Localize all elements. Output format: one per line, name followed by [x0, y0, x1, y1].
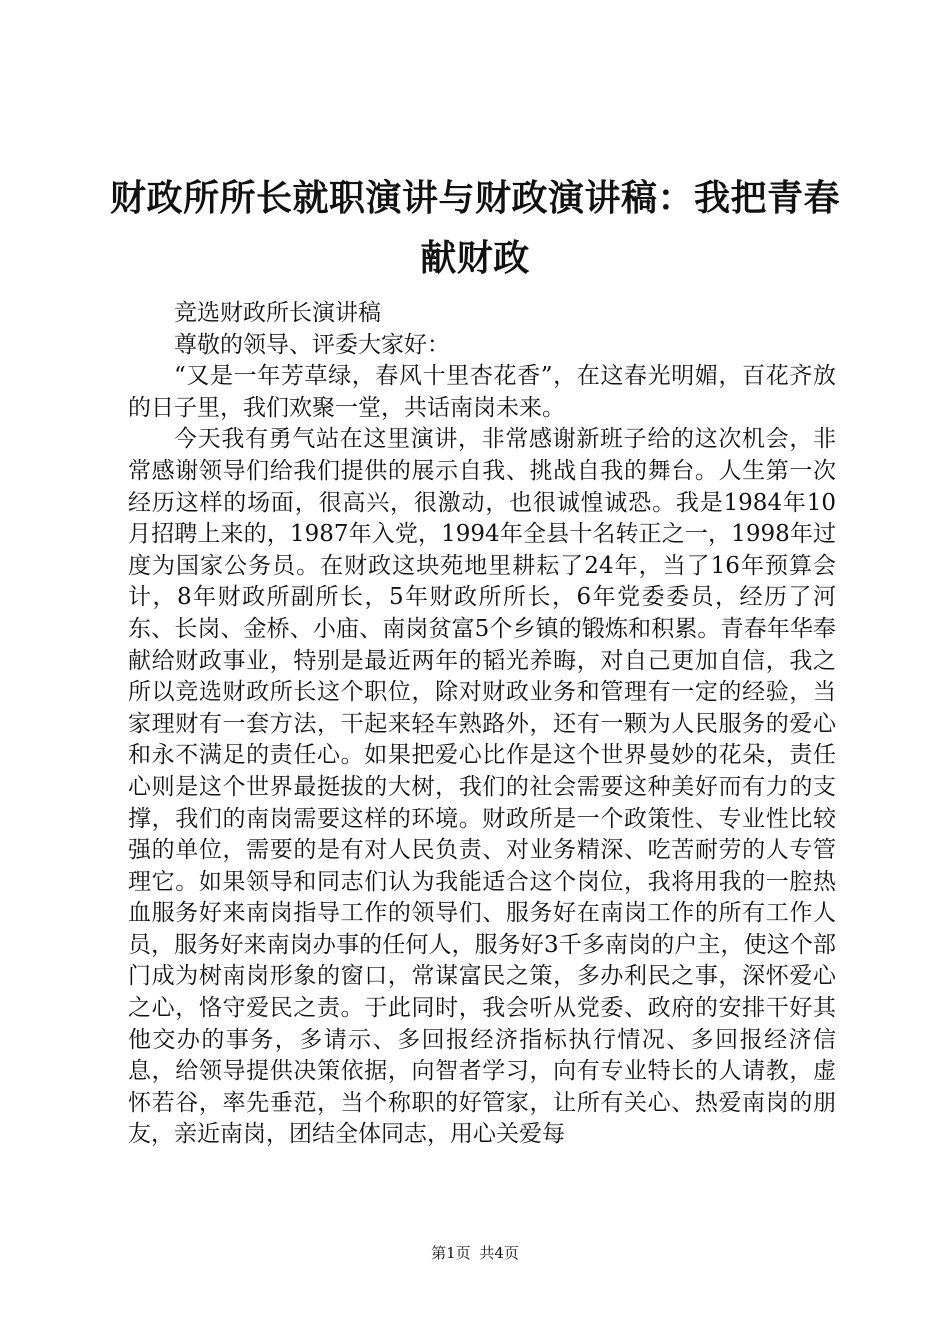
- paragraph-opening: “又是一年芳草绿，春风十里杏花香”，在这春光明媚，百花齐放的日子里，我们欢聚一堂，共话南岗未来。: [128, 363, 836, 421]
- page-footer: [0, 1243, 950, 1263]
- paragraph-main: 今天我有勇气站在这里演讲，非常感谢新班子给的这次机会，非常感谢领导们给我们提供的展示自我、挑战自我的舞台。人生第一次经历这样的场面，很高兴，很激动，也很诚惶诚恐。我是1984年10月招聘上来的，1987年入党，1994年全县十名转正之一，1998年过度为国家公务员。在财政这块苑地里耕耘了24年，当了16年预算会计，8年财政所副所长，5年财政所所长，6年党委委员，经历了河东、长岗、金桥、小庙、南岗贫富5个乡镇的锻炼和积累。青春年华奉献给财政事业，特别是最近两年的韬光养晦，对自己更加自信，我之所以竞选财政所长这个职位，除对财政业务和管理有一定的经验，当家理财有一套方法，干起来轻车熟路外，还有一颗为人民服务的爱心和永不满足的责任心。如果把爱心比作是这个世界曼妙的花朵，责任心则是这个世界最挺拔的大树，我们的社会需要这种美好而有力的支撑，我们的南岗需要这样的环境。财政所是一个政策性、专业性比较强的单位，需要的是有对人民负责、对业务精深、吃苦耐劳的人专管理它。如果领导和同志们认为我能适合这个岗位，我将用我的一腔热血服务好来南岗指导工作的领导们、服务好在南岗工作的所有工作人员，服务好来南岗办事的任何人，服务好3千多南岗的户主，使这个部门成为树南岗形象的窗口，常谋富民之策，多办利民之事，深怀爱心之心，恪守爱民之责。于此同时，我会听从党委、政府的安排干好其他交办的事务，多请示、多回报经济指标执行情况、多回报经济信息，给领导提供决策依据，向智者学习，向有专业特长的人请教，虚怀若谷，率先垂范，当个称职的好管家，让所有关心、热爱南岗的朋友，亲近南岗，团结全体同志，用心关爱每: [128, 426, 836, 1148]
- paragraph-heading: 竞选财政所长演讲稿: [174, 300, 381, 326]
- document-body: [128, 298, 836, 1151]
- document-title: 财政所所长就职演讲与财政演讲稿：我把青春献财政: [110, 177, 841, 279]
- paragraph-salutation: 尊敬的领导、评委大家好：: [174, 331, 450, 358]
- page-total: 共4页: [479, 1244, 519, 1262]
- page-number: 第1页: [431, 1244, 471, 1262]
